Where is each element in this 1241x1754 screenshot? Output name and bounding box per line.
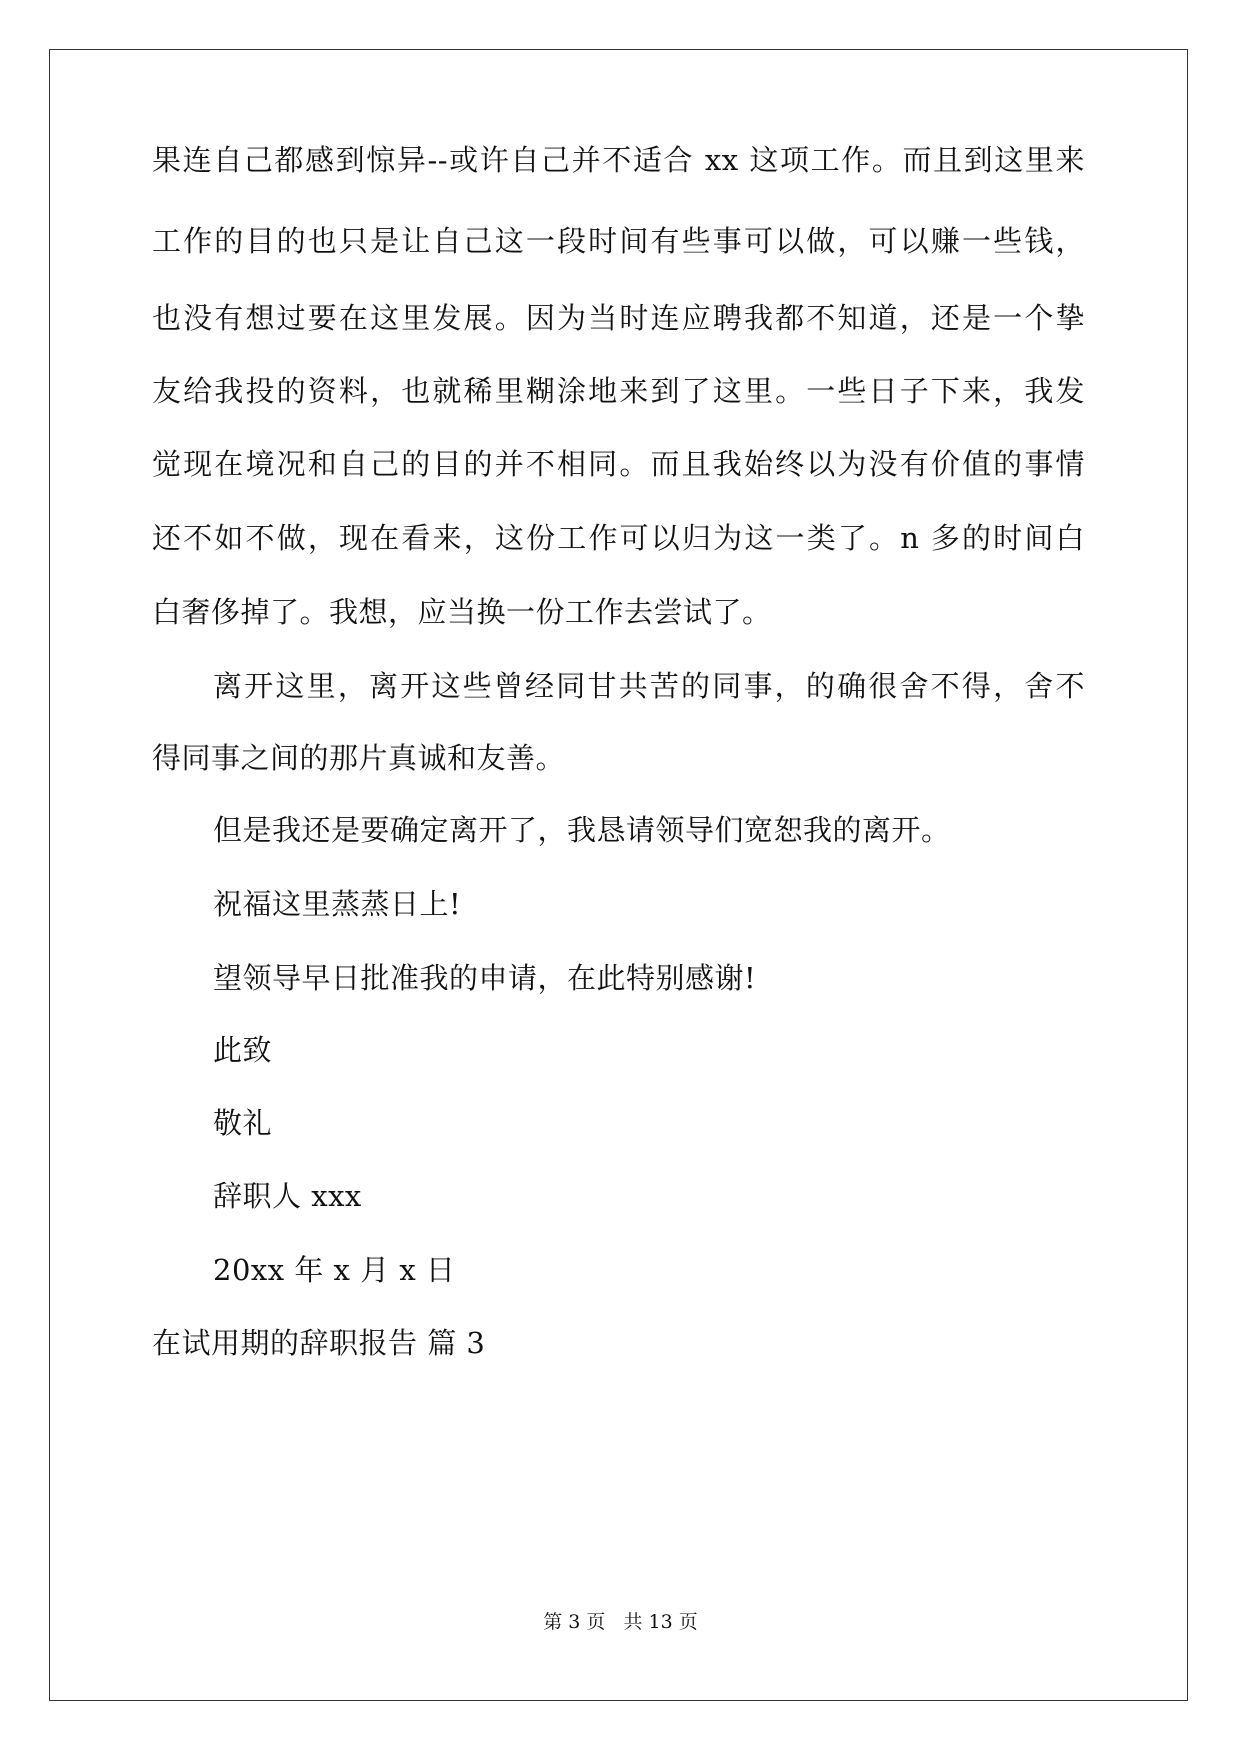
body-text-line: 白奢侈掉了。我想，应当换一份工作去尝试了。 [152, 595, 772, 629]
body-text-line: 离开这里，离开这些曾经同甘共苦的同事，的确很舍不得，舍不 [213, 669, 1085, 703]
body-text-line: 果连自己都感到惊异--或许自己并不适合 xx 这项工作。而且到这里来 [152, 143, 1085, 177]
date-text: 20xx 年 x 月 x 日 [213, 1253, 456, 1287]
section-heading: 在试用期的辞职报告 篇 3 [152, 1326, 486, 1360]
closing-salutation: 敬礼 [213, 1106, 273, 1140]
request-text: 望领导早日批准我的申请，在此特别感谢! [213, 961, 757, 995]
blessing-text: 祝福这里蒸蒸日上! [213, 887, 462, 921]
page-number-footer: 第 3 页 共 13 页 [543, 1611, 698, 1633]
body-paragraph: 但是我还是要确定离开了，我恳请领导们宽恕我的离开。 [213, 813, 951, 847]
closing-greeting: 此致 [213, 1033, 273, 1067]
body-text-line: 还不如不做，现在看来，这份工作可以归为这一类了。n 多的时间白 [152, 521, 1085, 555]
body-text-line: 觉现在境况和自己的目的并不相同。而且我始终以为没有价值的事情 [152, 447, 1085, 481]
body-text-line: 工作的目的也只是让自己这一段时间有些事可以做，可以赚一些钱， [152, 224, 1085, 258]
body-text-line: 也没有想过要在这里发展。因为当时连应聘我都不知道，还是一个挚 [152, 301, 1085, 335]
signature-text: 辞职人 xxx [213, 1179, 362, 1213]
body-text-line: 得同事之间的那片真诚和友善。 [152, 741, 566, 775]
page-border [49, 49, 1188, 1701]
body-text-line: 友给我投的资料，也就稀里糊涂地来到了这里。一些日子下来，我发 [152, 374, 1085, 408]
